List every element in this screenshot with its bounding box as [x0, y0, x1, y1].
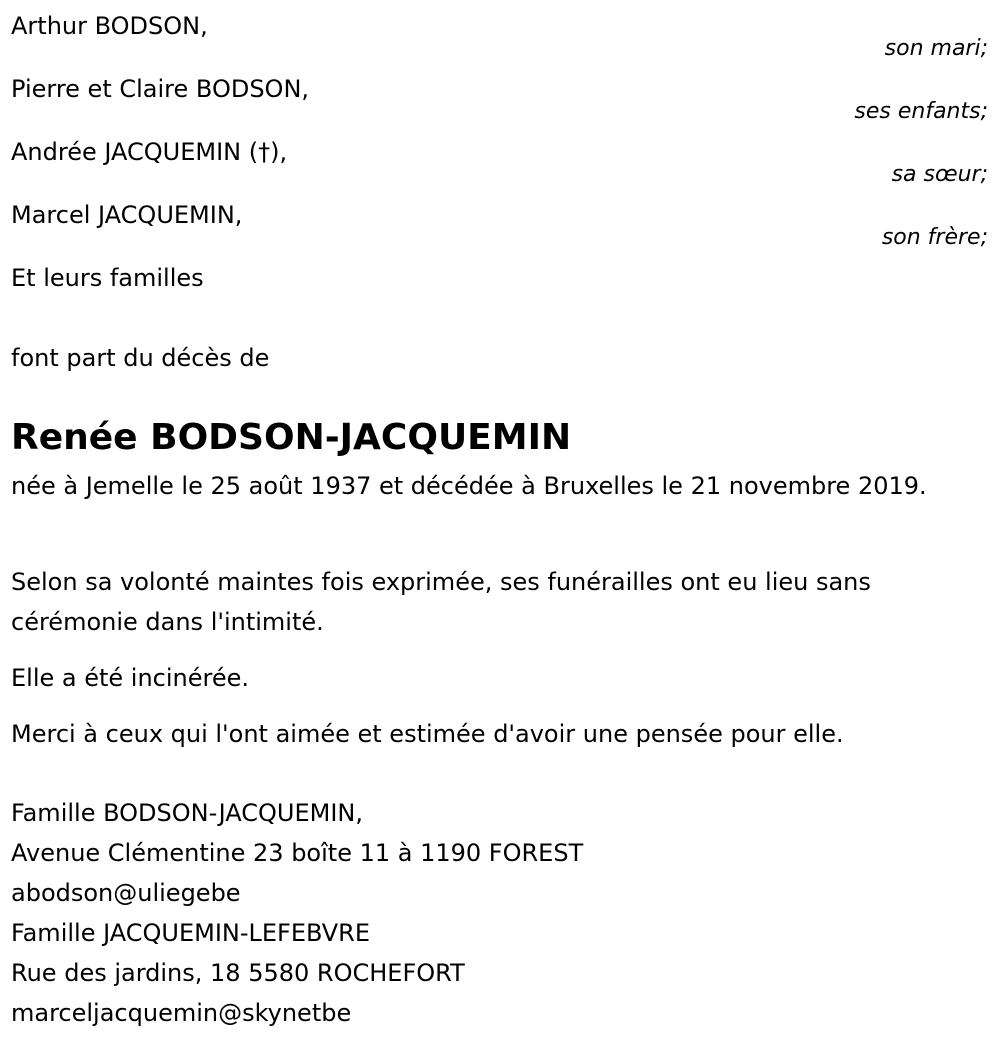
thanks-text: Merci à ceux qui l'ont aimée et estimée d'avoir une pensée pour elle.: [11, 720, 844, 748]
contact-line: Avenue Clémentine 23 boîte 11 à 1190 FOREST: [11, 839, 584, 867]
contact-line: Rue des jardins, 18 5580 ROCHEFORT: [11, 959, 465, 987]
family-member-role: son mari;: [884, 36, 988, 61]
funeral-text: Selon sa volonté maintes fois exprimée, ses funérailles ont eu lieu sans cérémonie dans l'intimité.: [11, 568, 871, 636]
contact-email: abodson@uliegebe: [11, 879, 241, 907]
family-member-role: son frère;: [881, 225, 988, 250]
family-member-name: Pierre et Claire BODSON,: [11, 75, 310, 103]
family-member-name: Andrée JACQUEMIN (†),: [11, 138, 288, 166]
contact-email: marceljacquemin@skynetbe: [11, 999, 352, 1027]
families-line: Et leurs familles: [11, 264, 204, 292]
birth-death-text: née à Jemelle le 25 août 1937 et décédée à Bruxelles le 21 novembre 2019.: [11, 472, 927, 500]
family-member-name: Arthur BODSON,: [11, 12, 208, 40]
deceased-name: Renée BODSON-JACQUEMIN: [11, 417, 572, 458]
contact-line: Famille BODSON-JACQUEMIN,: [11, 799, 363, 827]
family-member-name: Marcel JACQUEMIN,: [11, 201, 243, 229]
contact-line: Famille JACQUEMIN-LEFEBVRE: [11, 919, 371, 947]
announcement-line: font part du décès de: [11, 344, 270, 372]
cremation-text: Elle a été incinérée.: [11, 664, 250, 692]
family-member-role: sa sœur;: [891, 162, 988, 187]
family-member-role: ses enfants;: [854, 99, 988, 124]
